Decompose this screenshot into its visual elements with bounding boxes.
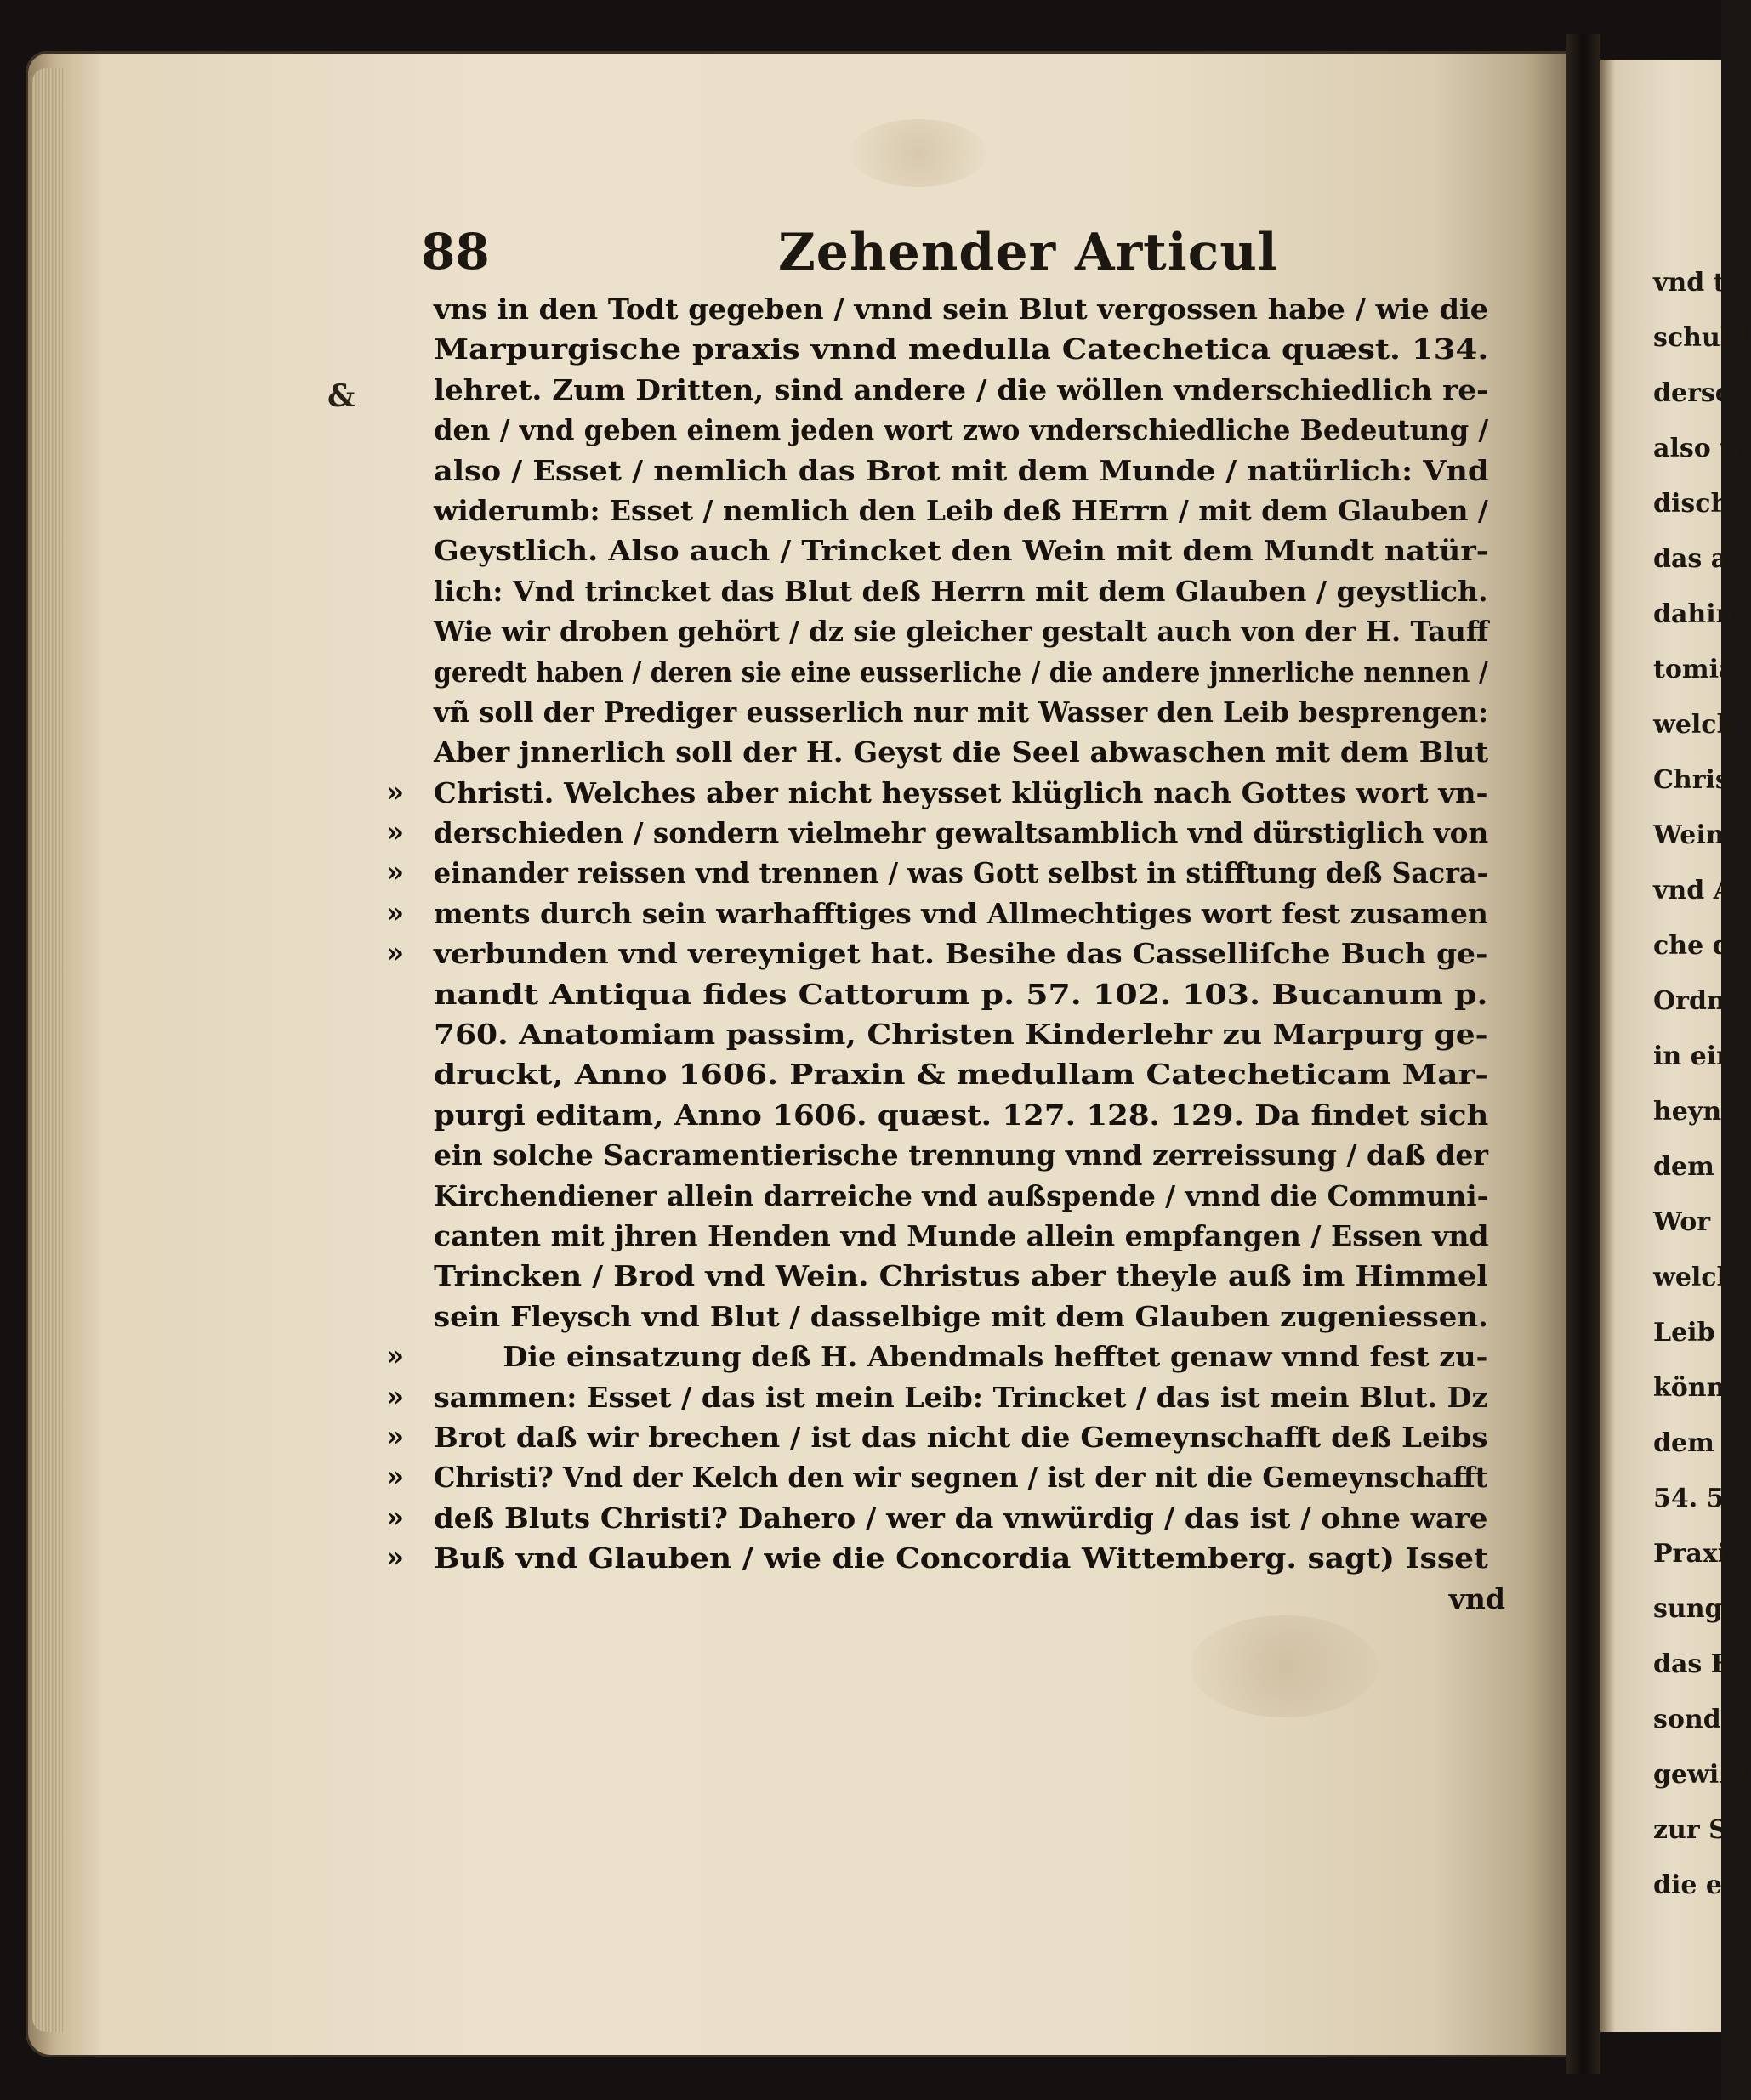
right-page-fragment: sonder xyxy=(1653,1705,1751,1734)
text-line xyxy=(386,813,1531,853)
right-page-fragment: in ein xyxy=(1653,1041,1735,1071)
text-line xyxy=(386,934,1531,973)
quote-mark: » xyxy=(386,815,405,850)
quote-mark: » xyxy=(386,775,405,809)
page-number: 88 xyxy=(421,223,490,281)
line-text: deß Bluts Christi? Dahero / wer da vnwürdig / das ist / ohne ware xyxy=(434,1501,1488,1535)
right-page-fragment: che di xyxy=(1653,931,1740,961)
text-line xyxy=(400,531,1531,570)
line-text: canten mit jhren Henden vnd Munde allein empfangen / Essen vnd xyxy=(434,1218,1489,1252)
quote-mark: » xyxy=(386,855,405,890)
text-line xyxy=(400,370,1531,410)
line-text: also / Esset / nemlich das Brot mit dem Munde / natürlich: Vnd xyxy=(434,453,1489,487)
right-page-fragment: dersch xyxy=(1653,378,1749,408)
line-text: vns in den Todt gegeben / vnnd sein Blut vergossen habe / wie die xyxy=(434,292,1489,326)
text-line xyxy=(386,1498,1531,1538)
line-text: vñ soll der Prediger eusserlich nur mit Wasser den Leib besprengen: xyxy=(434,695,1489,729)
text-line xyxy=(400,1216,1531,1256)
line-text: nandt Antiqua fides Cattorum p. 57. 102. 103. Bucanum p. xyxy=(434,977,1488,1011)
quote-mark: » xyxy=(386,1541,405,1575)
paper-stain xyxy=(1191,1615,1378,1717)
text-line xyxy=(386,1457,1531,1497)
text-line xyxy=(400,652,1531,692)
right-page-fragment: 54. 55 xyxy=(1653,1484,1742,1513)
right-page-fragment: sung xyxy=(1653,1594,1723,1624)
quote-mark: » xyxy=(386,1419,405,1454)
right-page-fragment: dische xyxy=(1653,489,1746,519)
text-line xyxy=(400,491,1531,531)
line-text: den / vnd geben einem jeden wort zwo vnderschiedliche Bedeutung / xyxy=(434,413,1489,447)
right-page-fragment: Chris xyxy=(1653,765,1730,795)
line-text: 760. Anatomiam passim, Christen Kinderlehr zu Marpurg ge- xyxy=(434,1018,1488,1052)
line-text: ein solche Sacramentierische trennung vnnd zerreissung / daß der xyxy=(434,1138,1488,1172)
quote-mark: » xyxy=(386,1379,405,1414)
line-text: Buß vnd Glauben / wie die Concordia Wittemberg. sagt) Isset xyxy=(434,1541,1488,1575)
page-edges xyxy=(32,68,63,2032)
quote-mark: » xyxy=(386,936,405,971)
right-page-fragment: vnd t xyxy=(1653,268,1725,298)
line-text: Trincken / Brod vnd Wein. Christus aber theyle auß im Himmel xyxy=(434,1259,1488,1293)
line-text: widerumb: Esset / nemlich den Leib deß HErrn / mit dem Glauben / xyxy=(434,493,1488,527)
quote-mark: » xyxy=(386,1339,405,1374)
margin-mark: & xyxy=(327,378,355,414)
line-text: lehret. Zum Dritten, sind andere / die wöllen vnderschiedlich re- xyxy=(434,372,1489,406)
right-page-fragment: welch xyxy=(1653,1263,1736,1292)
right-page-fragment: das H xyxy=(1653,1649,1736,1679)
line-text: derschieden / sondern vielmehr gewaltsamblich vnd dürstiglich von xyxy=(434,816,1489,850)
line-text: lich: Vnd trincket das Blut deß Herrn mit dem Glauben / geystlich. xyxy=(434,574,1488,608)
text-line xyxy=(386,853,1531,893)
body-text xyxy=(386,289,1531,1619)
right-page-fragment: Wein xyxy=(1653,820,1725,850)
line-text: sammen: Esset / das ist mein Leib: Trincket / das ist mein Blut. Dz xyxy=(434,1380,1488,1414)
page-header xyxy=(421,223,1518,291)
right-page-fragment: also tr xyxy=(1653,434,1745,463)
text-line xyxy=(400,1176,1531,1216)
line-text: purgi editam, Anno 1606. quæst. 127. 128. 129. Da findet sich xyxy=(434,1098,1489,1132)
line-text: Marpurgische praxis vnnd medulla Catechetica quæst. 134. xyxy=(434,332,1489,366)
running-title: Zehender Articul xyxy=(778,223,1278,282)
text-line xyxy=(386,1538,1531,1578)
right-page-fragment: das a xyxy=(1653,544,1728,574)
line-text: Christi? Vnd der Kelch den wir segnen / ist der nit die Gemeynschafft xyxy=(434,1461,1488,1495)
right-page-fragment: Wor xyxy=(1653,1207,1711,1237)
text-line xyxy=(386,773,1531,813)
text-line xyxy=(386,1417,1531,1457)
quote-mark: » xyxy=(386,1500,405,1535)
text-line xyxy=(400,1135,1531,1175)
text-line xyxy=(400,692,1531,732)
right-page-fragment: Ordn xyxy=(1653,986,1725,1016)
text-line xyxy=(400,1095,1531,1135)
right-page-fragment: heyn xyxy=(1653,1097,1722,1127)
line-text: Aber jnnerlich soll der H. Geyst die Seel abwaschen mit dem Blut xyxy=(434,735,1489,769)
right-page-fragment: könn xyxy=(1653,1373,1725,1403)
text-line xyxy=(386,1337,1531,1376)
quote-mark: » xyxy=(386,895,405,930)
right-page-fragment: schuld xyxy=(1653,323,1748,353)
text-line xyxy=(400,289,1531,329)
right-page-fragment: vnd A xyxy=(1653,876,1733,905)
line-text: geredt haben / deren sie eine eusserliche / die andere jnnerliche nennen / xyxy=(434,655,1488,689)
text-line xyxy=(400,1297,1531,1337)
line-text: sein Fleysch vnd Blut / dasselbige mit dem Glauben zugeniessen. xyxy=(434,1299,1488,1333)
text-line xyxy=(400,1579,1531,1619)
paper-stain xyxy=(850,119,986,187)
right-page-fragment: tomia xyxy=(1653,655,1736,684)
line-text: Die einsatzung deß H. Abendmals hefftet genaw vnnd fest zu- xyxy=(503,1340,1488,1374)
right-page-fragment: zur S xyxy=(1653,1815,1727,1845)
line-text: vnd xyxy=(1448,1581,1505,1615)
line-text: Brot daß wir brechen / ist das nicht die Gemeynschafft deß Leibs xyxy=(434,1420,1488,1454)
line-text: verbunden vnd vereyniget hat. Besihe das Casselliſche Buch ge- xyxy=(434,937,1488,971)
text-line xyxy=(400,732,1531,772)
right-page-fragment: dahin xyxy=(1653,599,1735,629)
text-line xyxy=(400,974,1531,1014)
line-text: einander reissen vnd trennen / was Gott selbst in stifftung deß Sacra- xyxy=(434,856,1488,890)
line-text: Christi. Welches aber nicht heysset klüglich nach Gottes wort vn- xyxy=(434,775,1488,809)
line-text: Wie wir droben gehört / dz sie gleicher gestalt auch von der H. Tauff xyxy=(434,615,1489,649)
line-text: ments durch sein warhafftiges vnd Allmechtiges wort fest zusamen xyxy=(434,896,1488,930)
right-page-fragment: welch xyxy=(1653,710,1736,740)
quote-mark: » xyxy=(386,1460,405,1495)
right-page-fragment: Praxi xyxy=(1653,1539,1728,1569)
text-line xyxy=(400,451,1531,491)
text-line xyxy=(386,1377,1531,1417)
book-gutter xyxy=(1566,34,1600,2074)
text-line xyxy=(400,410,1531,450)
line-text: Geystlich. Also auch / Trincket den Wein mit dem Mundt natür- xyxy=(434,534,1489,568)
right-page-fragment: die ei xyxy=(1653,1870,1732,1900)
text-line xyxy=(400,1256,1531,1296)
text-line xyxy=(386,894,1531,934)
right-page-fragment: gewißl xyxy=(1653,1760,1748,1790)
text-line xyxy=(400,1014,1531,1054)
text-line xyxy=(400,571,1531,611)
right-page-fragment: Leib v xyxy=(1653,1318,1739,1348)
text-line xyxy=(400,329,1531,369)
right-page-fragment: dem G xyxy=(1653,1428,1745,1458)
line-text: Kirchendiener allein darreiche vnd außspende / vnnd die Communi- xyxy=(434,1178,1489,1212)
text-line xyxy=(400,611,1531,651)
text-line xyxy=(400,1054,1531,1094)
right-page-fragment: dem xyxy=(1653,1152,1714,1182)
line-text: druckt, Anno 1606. Praxin & medullam Catecheticam Mar- xyxy=(434,1058,1488,1092)
